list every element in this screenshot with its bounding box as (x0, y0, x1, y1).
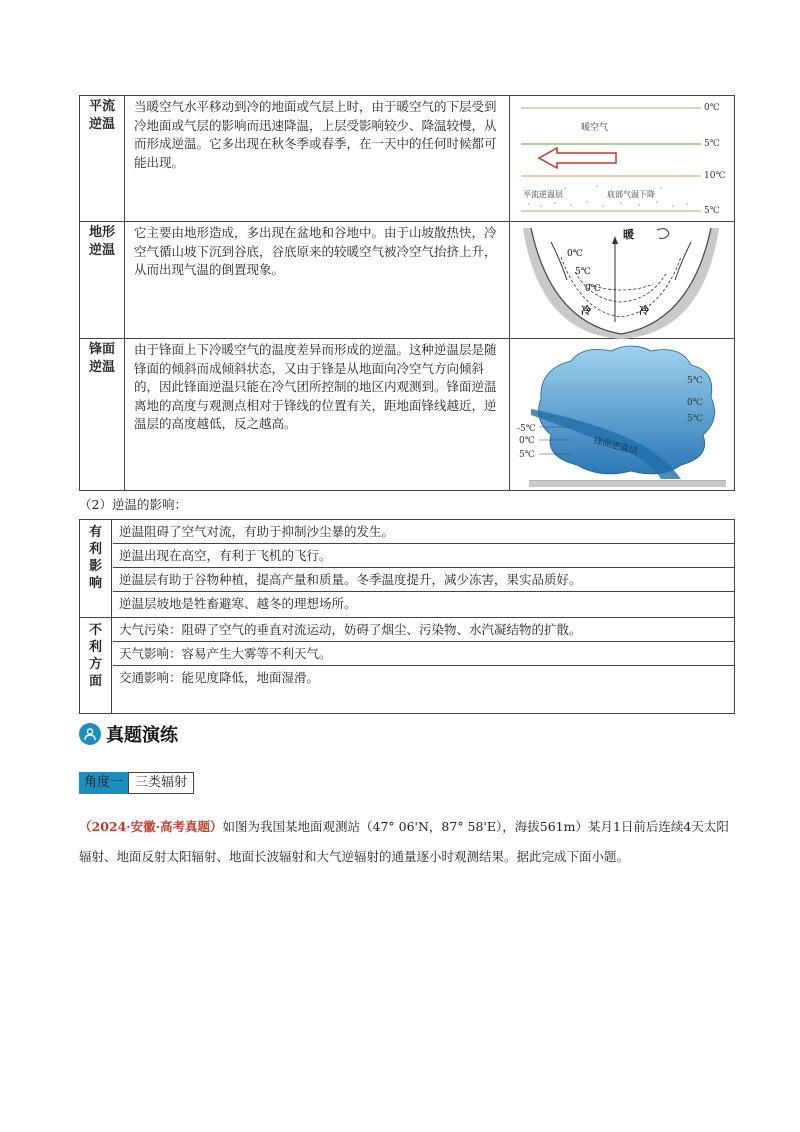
advection-inversion-label (80, 96, 125, 221)
question-text: 如图为我国某地面观测站（47° 06'N，87° 58'E），海拔561m）某月1日前后连续4天太阳辐射、地面反射太阳辐射、地面长波辐射和大气逆辐射的通量逐小时观测结果。据此完成下面小题。 (79, 819, 729, 864)
favorable-effect-item: 逆温阻碍了空气对流，有助于抑制沙尘暴的发生。 (113, 520, 734, 544)
favorable-effects-group (80, 520, 734, 618)
label-line-1: 平流 (88, 99, 115, 114)
frontal-inversion-diagram (511, 339, 734, 490)
frontal-temp-left-0: -5℃ (517, 424, 536, 434)
label-char: 有 (88, 525, 102, 540)
unfavorable-effect-item: 大气污染：阻碍了空气的垂直对流运动，妨碍了烟尘、污染物、水汽凝结物的扩散。 (113, 618, 734, 642)
terrain-inversion-diagram (511, 222, 734, 338)
label-line-2: 逆温 (88, 243, 115, 258)
warm-label: 暖 (623, 228, 634, 241)
label-char: 利 (88, 640, 102, 655)
angle-tag: 角度一 (79, 772, 128, 794)
label-char: 不 (88, 623, 102, 638)
frontal-temp-right-1: 0℃ (687, 398, 703, 408)
question-source: （2024·安徽·高考真题） (79, 819, 223, 834)
label-char: 利 (88, 542, 102, 557)
terrain-temp-2: 0℃ (585, 284, 601, 294)
terrain-temp-0: 0℃ (567, 249, 583, 259)
advection-layer-label: 平流逆温层 (523, 190, 563, 199)
favorable-effect-item: 逆温层坡地是牲畜避寒、越冬的理想场所。 (119, 596, 357, 611)
angle-name: 三类辐射 (128, 772, 194, 794)
bottom-cooling-label: 底部气温下降 (607, 190, 655, 199)
unfavorable-effects-group (80, 618, 734, 713)
temp-label-2: 10℃ (704, 171, 726, 181)
frontal-temp-left-1: 0℃ (519, 436, 535, 446)
frontal-temp-left-2: 5℃ (519, 450, 535, 460)
frontal-temp-right-2: 5℃ (687, 414, 703, 424)
practice-heading (79, 720, 178, 748)
favorable-effect-item: 逆温出现在高空，有利于飞机的飞行。 (113, 544, 734, 568)
frontal-layer-label: 锋面逆温层 (592, 436, 639, 457)
frontal-inversion-label (80, 339, 125, 490)
cold-right-label: 冷 (639, 306, 649, 317)
frontal-temp-right-0: 5℃ (687, 376, 703, 386)
inversion-effects-table (79, 519, 735, 714)
question-paragraph (79, 812, 739, 872)
favorable-effects-label (80, 520, 112, 617)
frontal-inversion-text: 由于锋面上下冷暖空气的温度差异而形成的逆温。这种逆温层是随锋面的倾斜而成倾斜状态，又由于锋是从地面向冷空气方向倾斜的，因此锋面逆温只能在冷气团所控制的地区内观测到。锋面逆温离地的高度与观测点相对于锋线的位置有关，距地面锋线越近，逆温层的高度越低，反之越高。 (126, 339, 510, 490)
inversion-types-table (79, 95, 735, 491)
label-line-2: 逆温 (88, 117, 115, 132)
label-line-1: 锋面 (88, 342, 115, 357)
label-char: 影 (88, 559, 102, 574)
advection-inversion-text: 当暖空气水平移动到冷的地面或气层上时，由于暖空气的下层受到冷地面或气层的影响而迅速降温，上层受影响较少、降温较慢，从而形成逆温。它多出现在秋冬季或春季，在一天中的任何时候都可能出现。 (126, 96, 510, 221)
terrain-inversion-row (80, 222, 734, 339)
unfavorable-effect-item: 天气影响：容易产生大雾等不利天气。 (113, 642, 734, 666)
favorable-effect-item: 逆温层有助于谷物种植，提高产量和质量。冬季温度提升，减少冻害，果实品质好。 (113, 568, 734, 592)
warm-air-label: 暖空气 (581, 123, 609, 133)
effects-section-label: （2）逆温的影响： (79, 497, 187, 512)
label-line-1: 地形 (88, 225, 115, 240)
terrain-inversion-text: 它主要由地形造成，多出现在盆地和谷地中。由于山坡散热快，冷空气循山坡下沉到谷底，谷底原来的较暖空气被冷空气抬挤上升，从而出现气温的倒置现象。 (126, 222, 510, 338)
practice-heading-text: 真题演练 (106, 725, 178, 746)
frontal-inversion-row (80, 339, 734, 490)
temp-label-1: 5℃ (704, 139, 720, 149)
label-line-2: 逆温 (88, 360, 115, 375)
people-icon (79, 723, 101, 745)
label-char: 面 (88, 674, 102, 689)
advection-inversion-row (80, 96, 734, 222)
unfavorable-effects-label (80, 618, 112, 713)
cold-left-label: 冷 (581, 306, 591, 317)
terrain-inversion-label (80, 222, 125, 338)
label-char: 方 (88, 657, 102, 672)
terrain-temp-1: 5℃ (575, 267, 591, 277)
temp-label-3: 5℃ (704, 206, 720, 216)
temp-label-0: 0℃ (704, 103, 720, 113)
angle-tag-group (79, 772, 194, 794)
unfavorable-effect-item: 交通影响：能见度降低，地面湿滑。 (119, 670, 320, 685)
advection-inversion-diagram (511, 96, 734, 221)
label-char: 响 (88, 576, 102, 591)
